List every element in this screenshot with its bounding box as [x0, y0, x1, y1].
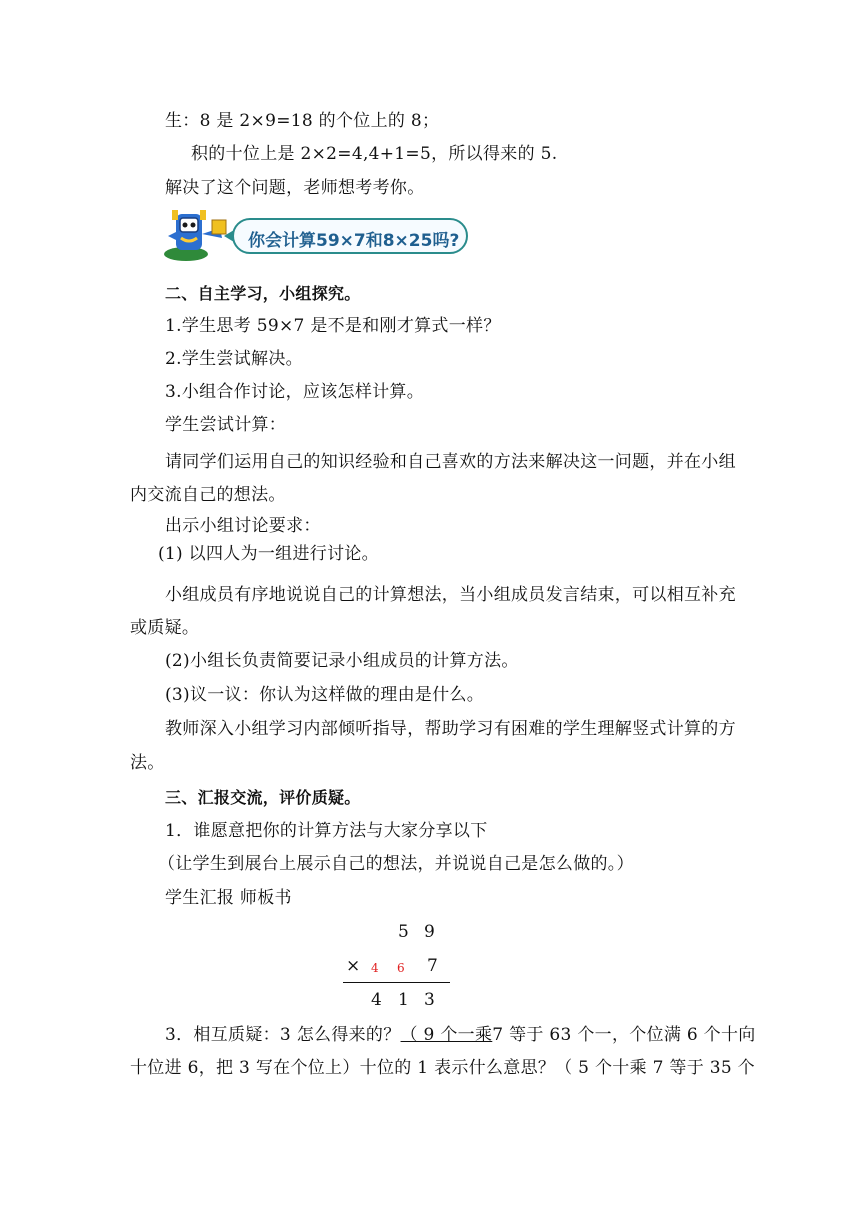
text-line: 学生尝试计算： [165, 415, 287, 435]
text-segment: 3．相互质疑：3 怎么得来的？ [165, 1025, 401, 1045]
text-line: （让学生到展台上展示自己的想法，并说说自己是怎么做的。） [158, 854, 634, 874]
text-line: 法。 [130, 753, 165, 773]
result-rule [343, 982, 450, 983]
multiplicand-tens: 5 [398, 922, 409, 942]
text-line: 生：8 是 2×9=18 的个位上的 8； [165, 111, 440, 131]
text-line: (2)小组长负责简要记录小组成员的计算方法。 [165, 651, 519, 671]
text-line: 1．谁愿意把你的计算方法与大家分享以下 [165, 821, 488, 841]
text-line: 请同学们运用自己的知识经验和自己喜欢的方法来解决这一问题，并在小组 [165, 452, 736, 472]
text-line [165, 1024, 756, 1046]
text-line: 2.学生尝试解决。 [165, 349, 303, 369]
underlined-segment: （ 9 个一乘 [400, 1025, 493, 1045]
carry-digit: 6 [397, 961, 405, 975]
callout-text: 你会计算59×7和8×25吗? [248, 231, 460, 251]
text-line: 内交流自己的想法。 [130, 485, 286, 505]
text-line: 学生汇报 师板书 [165, 888, 292, 908]
mascot-icon [162, 208, 232, 262]
text-line: 或质疑。 [130, 618, 200, 638]
text-line: 3.小组合作讨论，应该怎样计算。 [165, 382, 425, 402]
text-line: (3)议一议：你认为这样做的理由是什么。 [165, 685, 485, 705]
multiplier-digit: 7 [427, 956, 438, 976]
text-line: 积的十位上是 2×2=4,4+1=5，所以得来的 5. [191, 144, 558, 164]
text-line: 出示小组讨论要求： [165, 516, 321, 536]
result-ones: 3 [424, 990, 435, 1010]
question-callout [162, 208, 482, 262]
multiply-sign: × [346, 956, 361, 976]
text-line: 十位进 6，把 3 写在个位上）十位的 1 表示什么意思？（ 5 个十乘 7 等于 35 个 [130, 1058, 755, 1078]
text-line: 1.学生思考 59×7 是不是和刚才算式一样？ [165, 316, 501, 336]
text-line: 小组成员有序地说说自己的计算想法，当小组成员发言结束，可以相互补充 [165, 585, 736, 605]
text-line: 教师深入小组学习内部倾听指导，帮助学习有困难的学生理解竖式计算的方 [165, 719, 736, 739]
text-line: 解决了这个问题，老师想考考你。 [165, 178, 425, 198]
result-tens: 1 [398, 990, 409, 1010]
speech-bubble [232, 218, 468, 254]
section-heading: 三、汇报交流，评价质疑。 [165, 788, 361, 807]
result-hundreds: 4 [371, 990, 382, 1010]
section-heading: 二、自主学习，小组探究。 [165, 284, 361, 303]
carry-digit: 4 [371, 961, 379, 975]
text-segment: 7 等于 63 个一，个位满 6 个十向 [492, 1025, 756, 1045]
multiplicand-ones: 9 [424, 922, 435, 942]
text-line: (1) 以四人为一组进行讨论。 [158, 544, 379, 564]
